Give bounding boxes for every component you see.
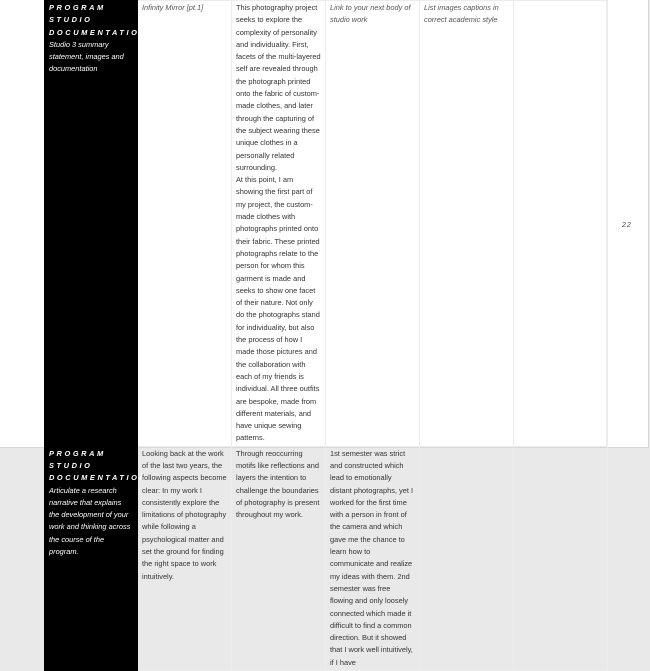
empty-cell	[514, 1, 608, 447]
statement-cell: This photography project seeks to explore the complexity of personality and individuality. First, facets of the multi-layered self are revealed through the photograph printed onto the fabric of custom-made clothes, and later through the capturing of the subject wearing these unique clothes in a personally related surrounding. At this point, I am showing the first part of my project, the custom-made clothes with photographs printed onto their fabric. These printed photographs relate to the person for whom this garment is made and seeks to show one facet of their nature. Not only do the photographs stand for individuality, but also the process of how I made those pictures and the collaboration with each of my friends is individual. All three outfits are bespoke, made from different materials, and have unique sewing patterns.	[232, 1, 326, 447]
narrative-cell: Looking back at the work of the last two years, the following aspects become clear: In my work I consistently explore the limitations of photography while following a psychological matter and set the ground for finding the right space to work intuitively.	[138, 446, 232, 670]
row-heading-cell	[45, 1, 148, 447]
table-row	[45, 1, 608, 447]
empty-cell	[420, 446, 514, 670]
section-heading: PROGRAM STUDIO DOCUMENTATION	[49, 3, 148, 37]
documentation-table	[44, 0, 608, 671]
captions-cell: List images captions in correct academic style	[420, 1, 514, 447]
margin-divider	[606, 0, 607, 445]
section-subheading: Studio 3 summary statement, images and documentation	[49, 39, 124, 74]
next-work-cell: Link to your next body of studio work	[326, 1, 420, 447]
table-row	[45, 446, 608, 670]
empty-cell	[514, 446, 608, 670]
section-heading: PROGRAM STUDIO DOCUMENTATION	[49, 448, 148, 483]
section-subheading: Articulate a research narrative that explains the development of your work and thinking across the course of the program.	[49, 485, 131, 557]
semester-cell: 1st semester was strict and constructed which lead to emotionally distant photographs, yet I worked for the first time with a person in front of the camera and which gave me the chance to learn how to communicate and realize my ideas with them. 2nd semester was free flowing and only loosely connected which made it difficult to find a common direction. But it showed that I work well intuitively, if I have	[326, 446, 420, 670]
work-title-cell: Infinity Mirror [pt.1]	[138, 1, 232, 447]
row-heading-cell	[45, 446, 148, 670]
page-number: 22	[622, 222, 632, 229]
motifs-cell: Through reoccurring motifs like reflections and layers the intention to challenge the boundaries of photography is present throughout my work.	[232, 446, 326, 670]
